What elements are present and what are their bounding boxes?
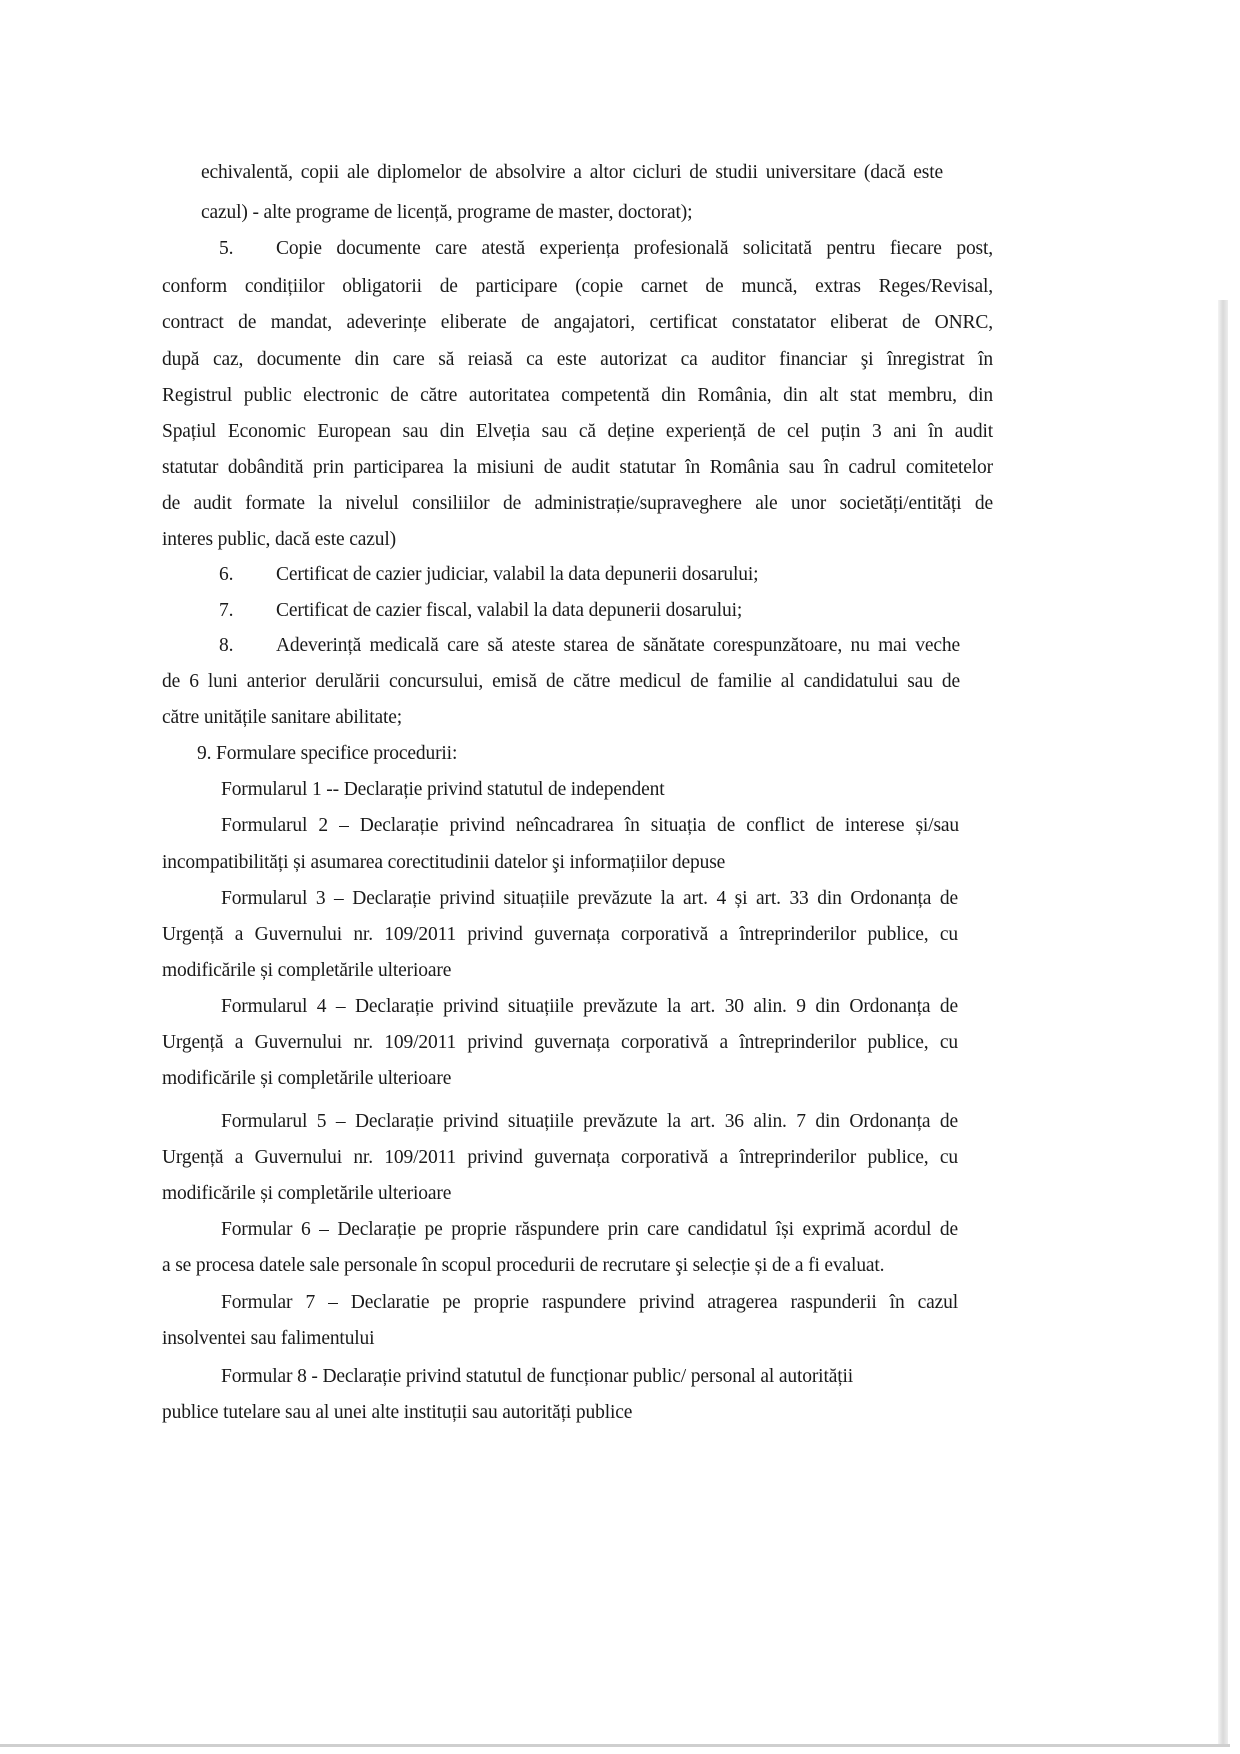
text-line: modificările și completările ulterioare <box>162 1068 452 1089</box>
form-item: Formularul 4 – Declarație privind situațiile prevăzute la art. 30 alin. 9 din Ordonanța de <box>221 996 958 1017</box>
text-line: Adeverință medicală care să ateste starea de sănătate corespunzătoare, nu mai veche <box>276 635 960 656</box>
text-line: contract de mandat, adeverințe eliberate de angajatori, certificat constatator eliberat de ONRC, <box>162 312 993 333</box>
text-line: conform condițiilor obligatorii de participare (copie carnet de muncă, extras Reges/Revisal, <box>162 276 993 297</box>
section-heading: 9. Formulare specifice procedurii: <box>197 743 458 764</box>
text-line: Certificat de cazier judiciar, valabil la data depunerii dosarului; <box>276 564 759 585</box>
text-line: a se procesa datele sale personale în scopul procedurii de recrutare şi selecție și de a fi evaluat. <box>162 1255 885 1276</box>
text-line: echivalentă, copii ale diplomelor de absolvire a altor cicluri de studii universitare (dacă este <box>201 162 943 183</box>
text-line: Urgență a Guvernului nr. 109/2011 privind guvernața corporativă a întreprinderilor publice, cu <box>162 924 958 945</box>
text-line: insolventei sau falimentului <box>162 1328 375 1349</box>
form-item: Formularul 2 – Declarație privind neîncadrarea în situația de conflict de interese și/sau <box>221 815 959 836</box>
text-line: Copie documente care atestă experiența profesională solicitată pentru fiecare post, <box>276 238 993 259</box>
list-number: 6. <box>219 564 234 585</box>
text-line: modificările și completările ulterioare <box>162 960 452 981</box>
text-line: statutar dobândită prin participarea la misiuni de audit statutar în România sau în cadrul comitetelor <box>162 457 993 478</box>
form-item: Formular 7 – Declaratie pe proprie raspundere privind atragerea raspunderii în cazul <box>221 1292 958 1313</box>
form-item: Formular 8 - Declarație privind statutul de funcționar public/ personal al autorității <box>221 1366 854 1387</box>
text-line: modificările și completările ulterioare <box>162 1183 452 1204</box>
scan-edge-bottom <box>0 1744 1230 1747</box>
form-item: Formularul 3 – Declarație privind situațiile prevăzute la art. 4 și art. 33 din Ordonanța de <box>221 888 958 909</box>
text-line: incompatibilități și asumarea corectitudinii datelor şi informațiilor depuse <box>162 852 726 873</box>
text-line: Spațiul Economic European sau din Elveția sau că deține experiență de cel puțin 3 ani în audit <box>162 421 993 442</box>
scan-edge-right <box>1218 300 1228 1745</box>
form-item: Formular 6 – Declarație pe proprie răspundere prin care candidatul își exprimă acordul de <box>221 1219 958 1240</box>
form-item: Formularul 5 – Declarație privind situațiile prevăzute la art. 36 alin. 7 din Ordonanța de <box>221 1111 958 1132</box>
text-line: cazul) - alte programe de licență, programe de master, doctorat); <box>201 202 693 223</box>
text-line: după caz, documente din care să reiasă ca este autorizat ca auditor financiar şi înregistrat în <box>162 349 993 370</box>
text-line: publice tutelare sau al unei alte instituții sau autorități publice <box>162 1402 633 1423</box>
text-line: Urgență a Guvernului nr. 109/2011 privind guvernața corporativă a întreprinderilor publice, cu <box>162 1147 958 1168</box>
list-number: 7. <box>219 600 234 621</box>
form-item: Formularul 1 -- Declarație privind statutul de independent <box>221 779 665 800</box>
list-number: 8. <box>219 635 234 656</box>
text-line: Registrul public electronic de către autoritatea competentă din România, din alt stat membru, din <box>162 385 993 406</box>
text-line: Urgență a Guvernului nr. 109/2011 privind guvernața corporativă a întreprinderilor publice, cu <box>162 1032 958 1053</box>
list-number: 5. <box>219 238 234 259</box>
text-line: interes public, dacă este cazul) <box>162 529 396 550</box>
text-line: către unitățile sanitare abilitate; <box>162 707 403 728</box>
text-line: de 6 luni anterior derulării concursului, emisă de către medicul de familie al candidatului sau de <box>162 671 960 692</box>
text-line: de audit formate la nivelul consiliilor de administrație/supraveghere ale unor societăți/entități de <box>162 493 993 514</box>
text-line: Certificat de cazier fiscal, valabil la data depunerii dosarului; <box>276 600 743 621</box>
